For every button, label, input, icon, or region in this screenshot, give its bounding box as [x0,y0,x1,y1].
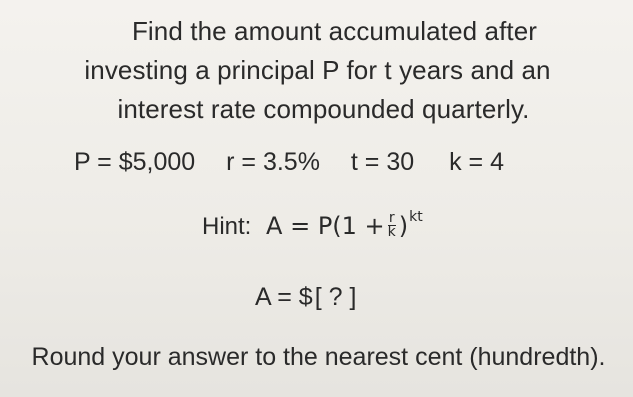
answer-label: A = $ [255,283,313,311]
periods-value: k = 4 [449,148,505,176]
prompt-line-1: Find the amount accumulated after [131,16,538,46]
formula-fraction [387,209,397,240]
rate-value: r = 3.5% [226,148,320,176]
answer-blank[interactable]: [ ? ] [314,283,357,311]
formula-lhs: A = P(1 + [266,212,385,240]
rounding-instruction: Round your answer to the nearest cent (hundredth). [31,343,606,371]
given-values [74,142,504,182]
formula-close-paren: ) [398,212,409,240]
hint-label: Hint: [202,213,252,240]
time-value: t = 30 [350,148,415,176]
fraction-denominator: k [387,223,396,240]
formula-exponent: kt [409,209,423,225]
problem-prompt [0,12,633,129]
prompt-line-2: investing a principal P for t years and an [84,55,551,85]
answer-row [255,277,356,317]
prompt-line-3: interest rate compounded quarterly. [117,94,530,124]
principal-value: P = $5,000 [74,148,196,176]
compound-interest-formula [266,204,423,243]
fraction-numerator: r [388,209,395,226]
hint [202,204,423,244]
